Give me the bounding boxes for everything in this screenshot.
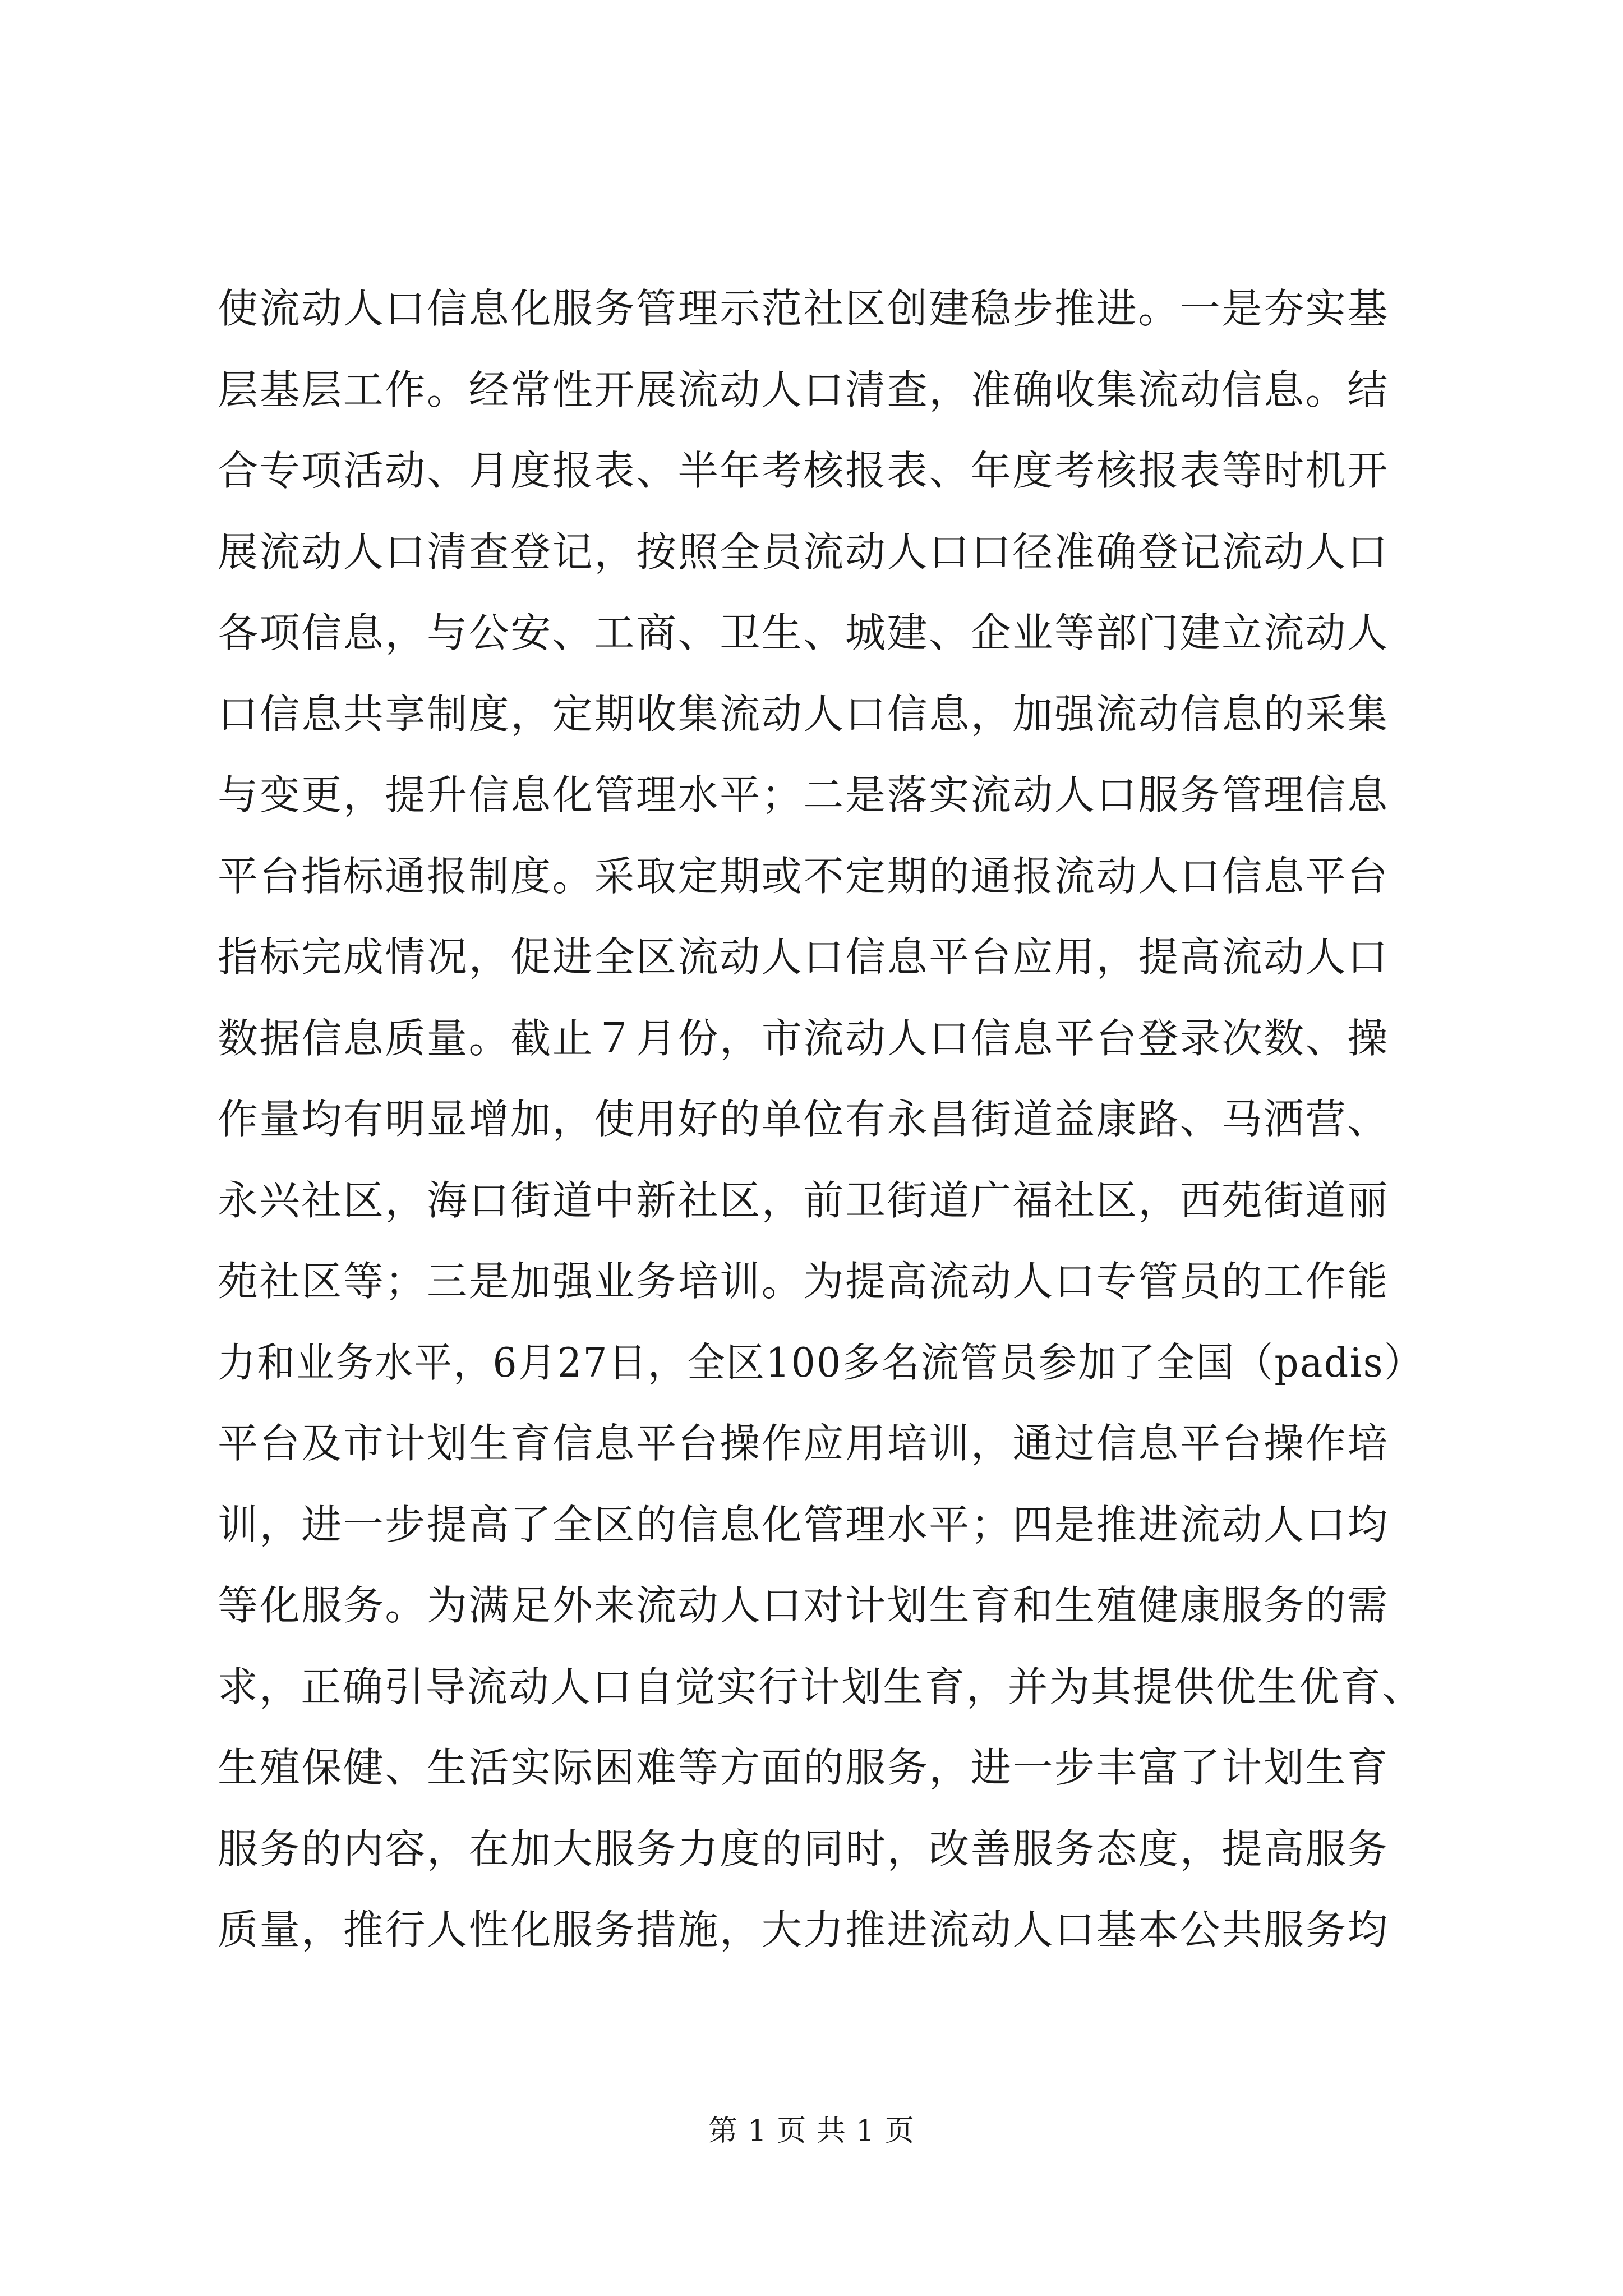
text-line: 等化服务。为满足外来流动人口对计划生育和生殖健康服务的需 — [218, 1582, 1389, 1629]
text-line: 使流动人口信息化服务管理示范社区创建稳步推进。一是夯实基 — [218, 285, 1389, 332]
text-line: 永兴社区，海口街道中新社区，前卫街道广福社区，西苑街道丽 — [218, 1176, 1389, 1224]
text-line: 数据信息质量。截止７月份，市流动人口信息平台登录次数、操 — [218, 1014, 1389, 1062]
text-line: 合专项活动、月度报表、半年考核报表、年度考核报表等时机开 — [218, 447, 1389, 494]
text-line: 指标完成情况，促进全区流动人口信息平台应用，提高流动人口 — [218, 933, 1389, 981]
text-line: 平台及市计划生育信息平台操作应用培训，通过信息平台操作培 — [218, 1420, 1389, 1467]
text-line: 生殖保健、生活实际困难等方面的服务，进一步丰富了计划生育 — [218, 1744, 1389, 1791]
text-line: 服务的内容，在加大服务力度的同时，改善服务态度，提高服务 — [218, 1825, 1389, 1872]
text-line: 平台指标通报制度。采取定期或不定期的通报流动人口信息平台 — [218, 852, 1389, 900]
text-line: 质量，推行人性化服务措施，大力推进流动人口基本公共服务均 — [218, 1906, 1389, 1953]
text-line: 作量均有明显增加，使用好的单位有永昌街道益康路、马洒营、 — [218, 1096, 1389, 1143]
text-line: 力和业务水平，6月27日，全区100多名流管员参加了全国（padis） — [218, 1338, 1423, 1386]
text-line: 口信息共享制度，定期收集流动人口信息，加强流动信息的采集 — [218, 690, 1389, 738]
text-line: 求，正确引导流动人口自觉实行计划生育，并为其提供优生优育、 — [218, 1663, 1424, 1710]
text-line: 苑社区等；三是加强业务培训。为提高流动人口专管员的工作能 — [218, 1258, 1389, 1305]
text-line: 训，进一步提高了全区的信息化管理水平；四是推进流动人口均 — [218, 1501, 1389, 1548]
text-line: 各项信息，与公安、工商、卫生、城建、企业等部门建立流动人 — [218, 609, 1389, 656]
text-line: 展流动人口清查登记，按照全员流动人口口径准确登记流动人口 — [218, 528, 1389, 576]
text-line: 与变更，提升信息化管理水平；二是落实流动人口服务管理信息 — [218, 771, 1389, 818]
page-number-footer: 第 1 页 共 1 页 — [708, 2114, 915, 2148]
body-paragraph — [218, 268, 1423, 1971]
text-line: 层基层工作。经常性开展流动人口清查，准确收集流动信息。结 — [218, 366, 1389, 413]
